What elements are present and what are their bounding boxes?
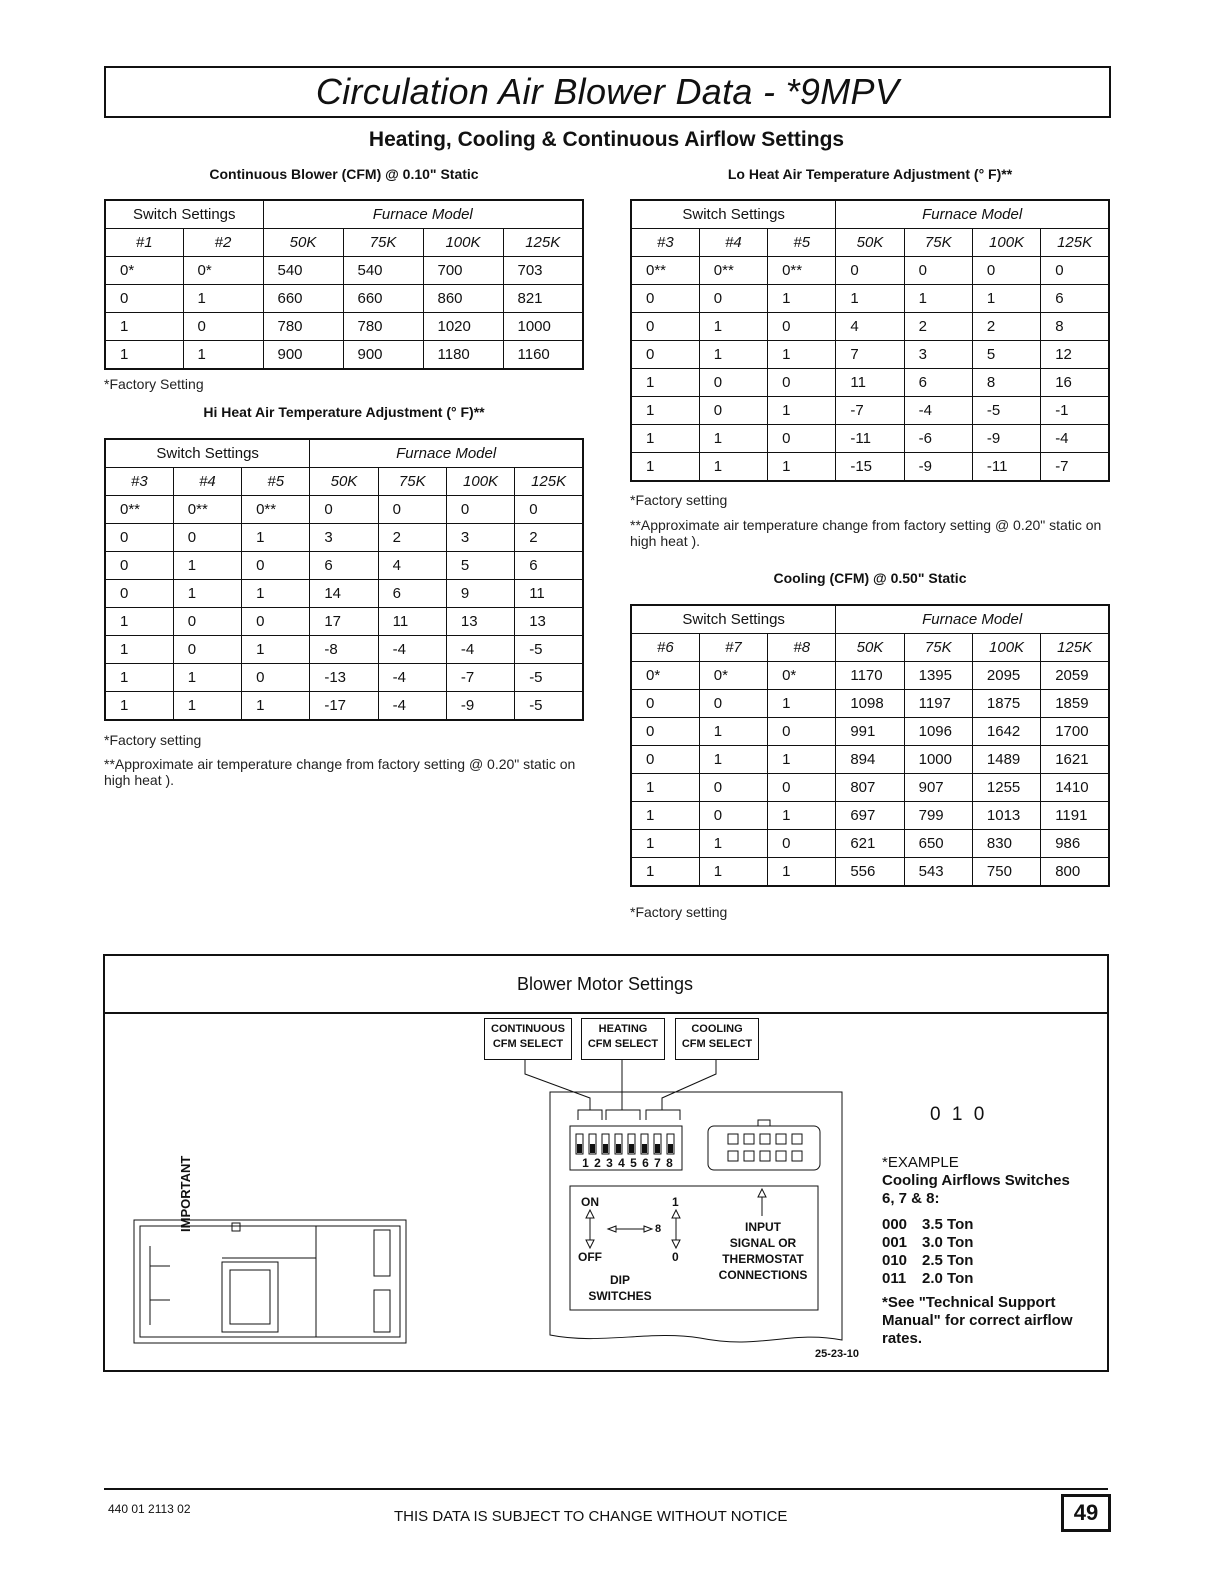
col-header: 100K (423, 229, 503, 257)
value-cell: 900 (343, 341, 423, 370)
col-header: 125K (1041, 634, 1109, 662)
value-cell: 0 (1041, 257, 1109, 285)
ton-row (882, 1270, 1072, 1288)
switch-cell: 1 (699, 313, 767, 341)
value-cell: 697 (836, 802, 904, 830)
col-header: 125K (503, 229, 583, 257)
example-line: 6, 7 & 8: (882, 1190, 940, 1207)
switch-cell: 0 (768, 718, 836, 746)
switch-cell: 0 (631, 313, 699, 341)
switch-cell: 0 (699, 774, 767, 802)
col-header: #4 (699, 229, 767, 257)
col-header: 75K (904, 229, 972, 257)
doc-number: 440 01 2113 02 (108, 1502, 191, 1516)
value-cell: 703 (503, 257, 583, 285)
value-cell: -9 (904, 453, 972, 482)
hiheat-switch-header: Switch Settings (105, 439, 310, 468)
switch-cell: 1 (242, 636, 310, 664)
input-line: CONNECTIONS (718, 1268, 808, 1282)
value-cell: -4 (378, 636, 446, 664)
value-cell: 1410 (1041, 774, 1109, 802)
value-cell: 1395 (904, 662, 972, 690)
value-cell: 0 (515, 496, 583, 524)
value-cell: 1170 (836, 662, 904, 690)
loheat-switch-header: Switch Settings (631, 200, 836, 229)
sel-line: CFM SELECT (492, 1038, 564, 1050)
switch-cell: 1 (242, 580, 310, 608)
switch-cell: 1 (173, 552, 241, 580)
switch-cell: 0** (242, 496, 310, 524)
sel-line: COOLING (691, 1023, 743, 1035)
value-cell: 9 (446, 580, 514, 608)
switch-cell: 1 (768, 453, 836, 482)
hiheat-caption: Hi Heat Air Temperature Adjustment (° F)** (203, 404, 485, 420)
see-note-line: Manual" for correct airflow (882, 1312, 1073, 1329)
switch-cell: 1 (631, 858, 699, 887)
value-cell: 660 (343, 285, 423, 313)
one-label: 1 (672, 1195, 679, 1209)
switch-cell: 1 (699, 746, 767, 774)
col-header: 100K (972, 634, 1040, 662)
value-cell: 2 (378, 524, 446, 552)
sel-line: HEATING (598, 1023, 648, 1035)
col-header: #3 (105, 468, 173, 496)
value-cell: 3 (904, 341, 972, 369)
col-header: 100K (972, 229, 1040, 257)
value-cell: 0 (972, 257, 1040, 285)
switch-cell: 0 (105, 552, 173, 580)
value-cell: 1000 (503, 313, 583, 341)
switch-cell: 0 (699, 802, 767, 830)
value-cell: 780 (263, 313, 343, 341)
change-notice: THIS DATA IS SUBJECT TO CHANGE WITHOUT NOTICE (394, 1508, 788, 1525)
value-cell: 1700 (1041, 718, 1109, 746)
value-cell: 1621 (1041, 746, 1109, 774)
switch-cell: 1 (631, 369, 699, 397)
dip-line: DIP (609, 1273, 630, 1287)
switch-cell: 1 (768, 397, 836, 425)
on-label: ON (581, 1195, 599, 1209)
value-cell: 12 (1041, 341, 1109, 369)
switch-cell: 1 (173, 664, 241, 692)
value-cell: 6 (515, 552, 583, 580)
switch-cell: 1 (631, 453, 699, 482)
value-cell: 2 (972, 313, 1040, 341)
col-header: 75K (378, 468, 446, 496)
switch-cell: 0 (768, 313, 836, 341)
switch-cell: 0* (699, 662, 767, 690)
col-header: #6 (631, 634, 699, 662)
switch-cell: 0 (242, 664, 310, 692)
value-cell: -4 (1041, 425, 1109, 453)
ton-row (882, 1216, 1072, 1234)
switch-cell: 1 (173, 692, 241, 721)
zero-label: 0 (672, 1250, 679, 1264)
sel-line: CFM SELECT (681, 1038, 753, 1050)
value-cell: 1191 (1041, 802, 1109, 830)
sel-line: CONTINUOUS (491, 1023, 565, 1035)
value-cell: 3 (446, 524, 514, 552)
loheat-note2: **Approximate air temperature change from factory setting @ 0.20" static on high heat ). (630, 517, 1102, 549)
value-cell: 1160 (503, 341, 583, 370)
loheat-caption: Lo Heat Air Temperature Adjustment (° F)** (727, 166, 1013, 182)
switch-cell: 0 (699, 369, 767, 397)
value-cell: 799 (904, 802, 972, 830)
switch-cell: 0 (105, 524, 173, 552)
value-cell: 830 (972, 830, 1040, 858)
value-cell: 660 (263, 285, 343, 313)
value-cell: 991 (836, 718, 904, 746)
value-cell: -4 (378, 664, 446, 692)
value-cell: 860 (423, 285, 503, 313)
switch-cell: 0 (699, 690, 767, 718)
value-cell: 780 (343, 313, 423, 341)
see-note-line: *See "Technical Support (882, 1294, 1056, 1311)
switch-cell: 1 (699, 425, 767, 453)
ton-code: 001 (882, 1234, 908, 1251)
value-cell: 543 (904, 858, 972, 887)
hiheat-note1: *Factory setting (104, 732, 202, 748)
col-header: #5 (768, 229, 836, 257)
value-cell: 2 (515, 524, 583, 552)
value-cell: -15 (836, 453, 904, 482)
value-cell: 8 (1041, 313, 1109, 341)
value-cell: -4 (904, 397, 972, 425)
value-cell: 6 (904, 369, 972, 397)
value-cell: 1020 (423, 313, 503, 341)
value-cell: 7 (836, 341, 904, 369)
value-cell: 1255 (972, 774, 1040, 802)
switch-cell: 1 (631, 830, 699, 858)
value-cell: 1180 (423, 341, 503, 370)
example-title: *EXAMPLE (882, 1154, 959, 1171)
cooling-caption: Cooling (CFM) @ 0.50" Static (773, 570, 967, 586)
col-header: #5 (242, 468, 310, 496)
col-header: 100K (446, 468, 514, 496)
value-cell: -11 (836, 425, 904, 453)
col-header: #1 (105, 229, 183, 257)
figure-id: 25-23-10 (815, 1348, 860, 1360)
switch-cell: 1 (768, 802, 836, 830)
switch-cell: 0 (631, 285, 699, 313)
value-cell: 1 (836, 285, 904, 313)
col-header: 50K (836, 634, 904, 662)
switch-cell: 1 (699, 341, 767, 369)
switch-cell: 0 (173, 608, 241, 636)
hiheat-model-header: Furnace Model (310, 439, 583, 468)
example-code: 0 1 0 (930, 1104, 988, 1125)
value-cell: -5 (515, 692, 583, 721)
value-cell: 17 (310, 608, 378, 636)
ton-value: 3.5 Ton (922, 1216, 974, 1233)
switch-cell: 0 (173, 636, 241, 664)
input-line: INPUT (745, 1220, 781, 1234)
ton-code: 010 (882, 1252, 908, 1269)
dip-numbers: 1 2 3 4 5 6 7 8 (582, 1156, 674, 1170)
see-note-line: rates. (882, 1330, 923, 1347)
value-cell: -5 (515, 636, 583, 664)
switch-cell: 0 (699, 285, 767, 313)
switch-cell: 1 (242, 692, 310, 721)
value-cell: 1197 (904, 690, 972, 718)
value-cell: 0 (378, 496, 446, 524)
loheat-note1: *Factory setting (630, 492, 728, 508)
switch-cell: 1 (699, 858, 767, 887)
value-cell: 700 (423, 257, 503, 285)
continuous-switch-header: Switch Settings (105, 200, 263, 229)
value-cell: -7 (836, 397, 904, 425)
value-cell: -5 (515, 664, 583, 692)
switch-cell: 1 (105, 636, 173, 664)
col-header: 50K (263, 229, 343, 257)
switch-cell: 1 (768, 285, 836, 313)
value-cell: 900 (263, 341, 343, 370)
value-cell: 2095 (972, 662, 1040, 690)
switch-cell: 1 (631, 397, 699, 425)
switch-cell: 0 (631, 718, 699, 746)
off-label: OFF (578, 1250, 602, 1264)
value-cell: -4 (378, 692, 446, 721)
switch-cell: 0 (631, 341, 699, 369)
switch-cell: 0 (768, 369, 836, 397)
switch-cell: 1 (183, 285, 263, 313)
switch-cell: 1 (631, 425, 699, 453)
switch-cell: 1 (173, 580, 241, 608)
hiheat-note2: **Approximate air temperature change from factory setting @ 0.20" static on high heat ). (104, 756, 576, 788)
switch-cell: 0 (242, 608, 310, 636)
col-header: #2 (183, 229, 263, 257)
value-cell: 4 (836, 313, 904, 341)
switch-cell: 1 (105, 608, 173, 636)
ton-row (882, 1252, 1072, 1270)
switch-cell: 1 (768, 858, 836, 887)
page-number: 49 (1061, 1494, 1111, 1532)
col-header: 75K (343, 229, 423, 257)
value-cell: 907 (904, 774, 972, 802)
col-header: 50K (310, 468, 378, 496)
switch-cell: 1 (242, 524, 310, 552)
input-line: SIGNAL OR (729, 1236, 797, 1250)
dip-line: SWITCHES (588, 1289, 652, 1303)
switch-cell: 0** (699, 257, 767, 285)
value-cell: 540 (343, 257, 423, 285)
switch-cell: 0 (768, 830, 836, 858)
switch-cell: 0* (768, 662, 836, 690)
value-cell: 0 (836, 257, 904, 285)
value-cell: 11 (515, 580, 583, 608)
value-cell: -13 (310, 664, 378, 692)
col-header: #4 (173, 468, 241, 496)
switch-cell: 0** (768, 257, 836, 285)
value-cell: 11 (836, 369, 904, 397)
switch-cell: 1 (631, 774, 699, 802)
connector-pins (728, 1134, 802, 1161)
sel-line: CFM SELECT (587, 1038, 659, 1050)
value-cell: 1 (904, 285, 972, 313)
switch-cell: 0** (631, 257, 699, 285)
section-subtitle: Heating, Cooling & Continuous Airflow Settings (368, 128, 845, 151)
value-cell: 986 (1041, 830, 1109, 858)
value-cell: 0 (310, 496, 378, 524)
continuous-caption: Continuous Blower (CFM) @ 0.10" Static (209, 166, 479, 182)
switch-cell: 0* (183, 257, 263, 285)
value-cell: 1642 (972, 718, 1040, 746)
switch-cell: 1 (105, 692, 173, 721)
col-header: 75K (904, 634, 972, 662)
value-cell: -7 (446, 664, 514, 692)
value-cell: 2 (904, 313, 972, 341)
col-header: #7 (699, 634, 767, 662)
value-cell: 1 (972, 285, 1040, 313)
value-cell: 5 (446, 552, 514, 580)
value-cell: 6 (378, 580, 446, 608)
value-cell: -6 (904, 425, 972, 453)
value-cell: 14 (310, 580, 378, 608)
value-cell: 1098 (836, 690, 904, 718)
value-cell: 11 (378, 608, 446, 636)
value-cell: 894 (836, 746, 904, 774)
value-cell: -17 (310, 692, 378, 721)
value-cell: 6 (310, 552, 378, 580)
value-cell: -11 (972, 453, 1040, 482)
ton-code: 000 (882, 1216, 908, 1233)
input-line: THERMOSTAT (722, 1252, 804, 1266)
switch-cell: 1 (183, 341, 263, 370)
value-cell: 5 (972, 341, 1040, 369)
ton-row (882, 1234, 1072, 1252)
value-cell: 13 (515, 608, 583, 636)
switch-cell: 1 (105, 313, 183, 341)
switch-cell: 1 (105, 341, 183, 370)
col-header: #8 (768, 634, 836, 662)
value-cell: -4 (446, 636, 514, 664)
value-cell: -8 (310, 636, 378, 664)
ton-value: 2.0 Ton (922, 1270, 974, 1287)
value-cell: 6 (1041, 285, 1109, 313)
value-cell: 650 (904, 830, 972, 858)
col-header: 50K (836, 229, 904, 257)
continuous-model-header: Furnace Model (263, 200, 583, 229)
ton-value: 3.0 Ton (922, 1234, 974, 1251)
dip-switch-levers (576, 1134, 674, 1154)
value-cell: 1096 (904, 718, 972, 746)
switch-cell: 0 (768, 774, 836, 802)
ton-value: 2.5 Ton (922, 1252, 974, 1269)
value-cell: 821 (503, 285, 583, 313)
value-cell: 1000 (904, 746, 972, 774)
continuous-note: *Factory Setting (104, 376, 204, 392)
value-cell: 3 (310, 524, 378, 552)
switch-cell: 1 (768, 746, 836, 774)
value-cell: 13 (446, 608, 514, 636)
page-title: Circulation Air Blower Data - *9MPV (315, 71, 900, 112)
example-line: Cooling Airflows Switches (882, 1172, 1070, 1189)
value-cell: 0 (446, 496, 514, 524)
value-cell: 8 (972, 369, 1040, 397)
switch-cell: 0** (173, 496, 241, 524)
ton-code: 011 (882, 1270, 907, 1287)
value-cell: -9 (446, 692, 514, 721)
value-cell: -1 (1041, 397, 1109, 425)
value-cell: 1875 (972, 690, 1040, 718)
board-important-label (178, 1156, 193, 1232)
switch-cell: 0* (631, 662, 699, 690)
value-cell: 556 (836, 858, 904, 887)
value-cell: 800 (1041, 858, 1109, 887)
cooling-model-header: Furnace Model (836, 605, 1109, 634)
cooling-switch-header: Switch Settings (631, 605, 836, 634)
cooling-note: *Factory setting (630, 904, 728, 920)
switch-cell: 0 (105, 285, 183, 313)
switch-cell: 1 (699, 830, 767, 858)
value-cell: 2059 (1041, 662, 1109, 690)
value-cell: 16 (1041, 369, 1109, 397)
value-cell: 1489 (972, 746, 1040, 774)
value-cell: 621 (836, 830, 904, 858)
switch-cell: 1 (105, 664, 173, 692)
col-header: 125K (1041, 229, 1109, 257)
switch-cell: 1 (699, 718, 767, 746)
col-header: 125K (515, 468, 583, 496)
value-cell: 4 (378, 552, 446, 580)
switch-cell: 0 (631, 690, 699, 718)
blower-motor-heading: Blower Motor Settings (516, 974, 694, 994)
value-cell: 807 (836, 774, 904, 802)
value-cell: 0 (904, 257, 972, 285)
value-cell: 1013 (972, 802, 1040, 830)
switch-cell: 0 (105, 580, 173, 608)
input-signal-label (712, 1219, 814, 1283)
value-cell: -7 (1041, 453, 1109, 482)
switch-cell: 0 (242, 552, 310, 580)
col-header: #3 (631, 229, 699, 257)
value-cell: -9 (972, 425, 1040, 453)
value-cell: 540 (263, 257, 343, 285)
switch-cell: 0 (699, 397, 767, 425)
switch-cell: 0 (183, 313, 263, 341)
value-cell: 1859 (1041, 690, 1109, 718)
dip-switches-label (588, 1272, 652, 1304)
switch-cell: 0* (105, 257, 183, 285)
loheat-model-header: Furnace Model (836, 200, 1109, 229)
footer-rule (104, 1488, 1108, 1490)
board-important-text: IMPORTANT (178, 1155, 193, 1232)
switch-cell: 1 (699, 453, 767, 482)
switch-cell: 1 (768, 341, 836, 369)
value-cell: 750 (972, 858, 1040, 887)
switch-cell: 0** (105, 496, 173, 524)
switch-cell: 0 (768, 425, 836, 453)
switch-cell: 0 (631, 746, 699, 774)
switch-cell: 1 (631, 802, 699, 830)
example-block (882, 1154, 1072, 1348)
eight-label: 8 (655, 1223, 662, 1235)
value-cell: -5 (972, 397, 1040, 425)
switch-cell: 1 (768, 690, 836, 718)
switch-cell: 0 (173, 524, 241, 552)
